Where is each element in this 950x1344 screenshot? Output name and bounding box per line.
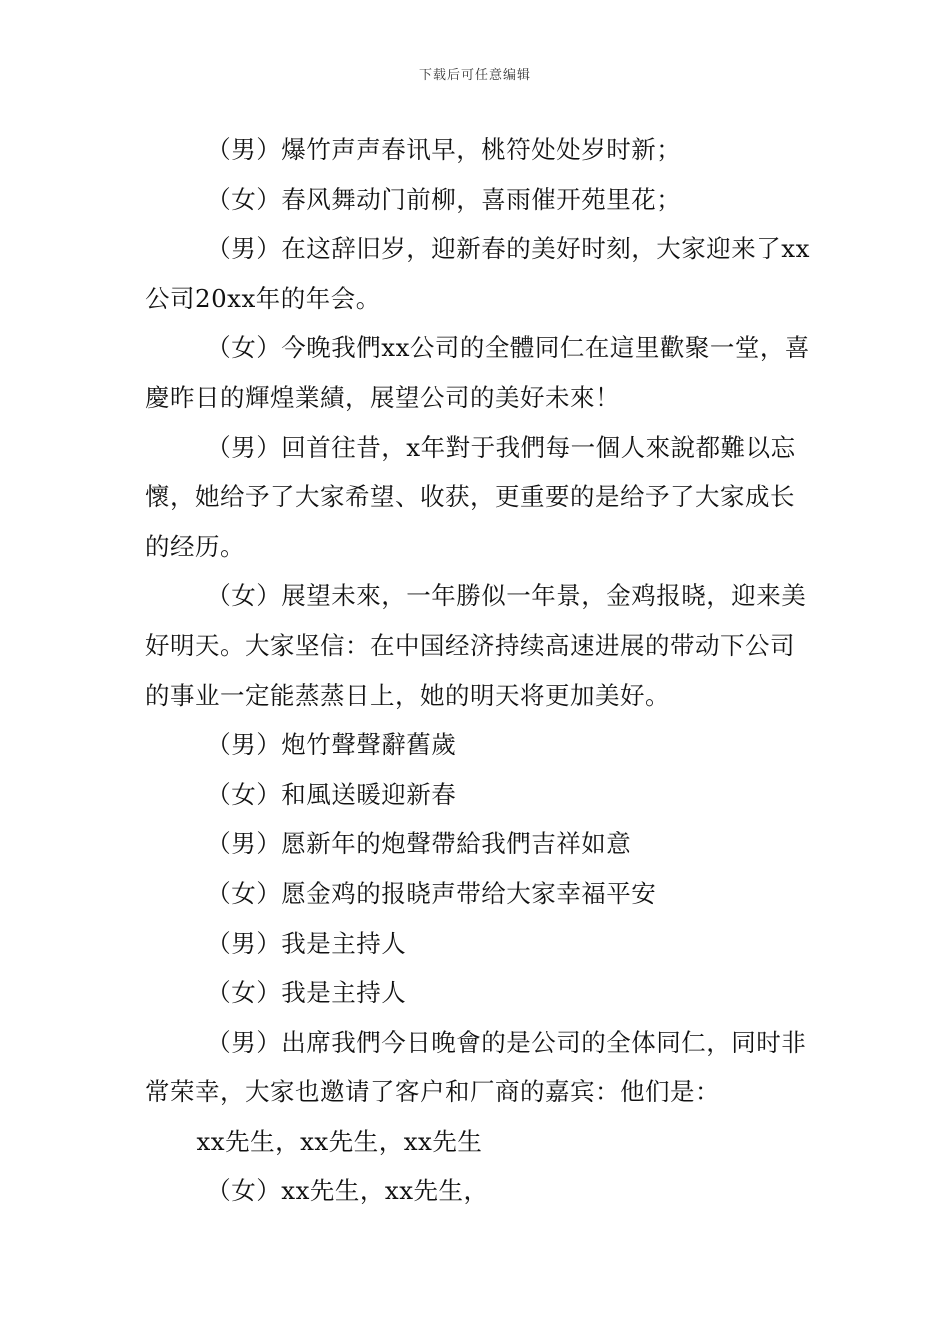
paragraph-10: （女）愿金鸡的报晓声带给大家幸福平安: [206, 878, 657, 908]
paragraph-3: （男）在这辞旧岁，迎新春的美好时刻，大家迎来了xx公司20xx年的年会。: [145, 234, 810, 313]
page-header-note: 下载后可任意编辑: [418, 68, 531, 83]
paragraph-8: （女）和風送暖迎新春: [206, 779, 457, 809]
paragraph-14: xx先生，xx先生，xx先生: [196, 1126, 483, 1156]
paragraph-15: （女）xx先生，xx先生，: [206, 1176, 489, 1206]
paragraph-12: （女）我是主持人: [206, 978, 407, 1008]
paragraph-4: （女）今晚我們xx公司的全體同仁在這里歡聚一堂，喜慶昨日的輝煌業績，展望公司的美好未來！: [145, 333, 810, 412]
paragraph-9: （男）愿新年的炮聲帶給我們吉祥如意: [206, 829, 632, 859]
paragraph-11: （男）我是主持人: [206, 928, 407, 958]
paragraph-2: （女）春风舞动门前柳，喜雨催开苑里花；: [206, 184, 682, 214]
paragraph-6: （女）展望未來，一年勝似一年景，金鸡报晓，迎来美好明天。大家坚信：在中国经济持续高速进展的带动下公司的事业一定能蒸蒸日上，她的明天将更加美好。: [145, 581, 807, 710]
paragraph-5: （男）回首往昔，x年對于我們每一個人來說都難以忘懷，她给予了大家希望、收获，更重要的是给予了大家成长的经历。: [145, 432, 796, 561]
paragraph-13: （男）出席我們今日晚會的是公司的全体同仁，同时非常荣幸，大家也邀请了客户和厂商的嘉宾：他们是：: [145, 1027, 807, 1107]
document-body: [145, 125, 810, 1216]
paragraph-1: （男）爆竹声声春讯早，桃符处处岁时新；: [206, 135, 682, 164]
paragraph-7: （男）炮竹聲聲辭舊歲: [206, 730, 457, 760]
